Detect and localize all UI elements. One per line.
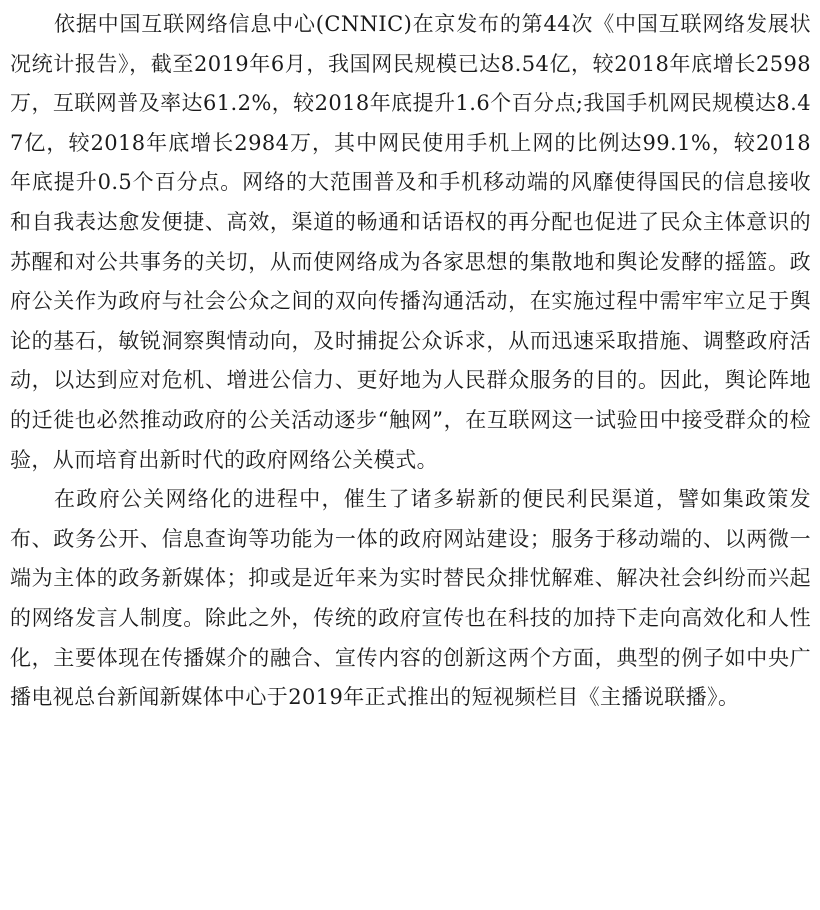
paragraph-cnnic-statistics: 依据中国互联网络信息中心(CNNIC)在京发布的第44次《中国互联网络发展状况统计报告》，截至2019年6月，我国网民规模已达8.54亿，较2018年底增长2598万，互联网普及率达61.2%，较2018年底提升1.6个百分点;我国手机网民规模达8.47亿，较2018年底增长2984万，其中网民使用手机上网的比例达99.1%，较2018年底提升0.5个百分点。网络的大范围普及和手机移动端的风靡使得国民的信息接收和自我表达愈发便捷、高效，渠道的畅通和话语权的再分配也促进了民众主体意识的苏醒和对公共事务的关切，从而使网络成为各家思想的集散地和舆论发酵的摇篮。政府公关作为政府与社会公众之间的双向传播沟通活动，在实施过程中需牢牢立足于舆论的基石，敏锐洞察舆情动向，及时捕捉公众诉求，从而迅速采取措施、调整政府活动，以达到应对危机、增进公信力、更好地为人民群众服务的目的。因此，舆论阵地的迁徙也必然推动政府的公关活动逐步“触网”，在互联网这一试验田中接受群众的检验，从而培育出新时代的政府网络公关模式。 [10, 12, 811, 472]
paragraph-government-pr-channels: 在政府公关网络化的进程中，催生了诸多崭新的便民利民渠道，譬如集政策发布、政务公开、信息查询等功能为一体的政府网站建设；服务于移动端的、以两微一端为主体的政务新媒体；抑或是近年来为实时替民众排忧解难、解决社会纠纷而兴起的网络发言人制度。除此之外，传统的政府宣传也在科技的加持下走向高效化和人性化，主要体现在传播媒介的融合、宣传内容的创新这两个方面，典型的例子如中央广播电视总台新闻新媒体中心于2019年正式推出的短视频栏目《主播说联播》。 [10, 487, 811, 710]
